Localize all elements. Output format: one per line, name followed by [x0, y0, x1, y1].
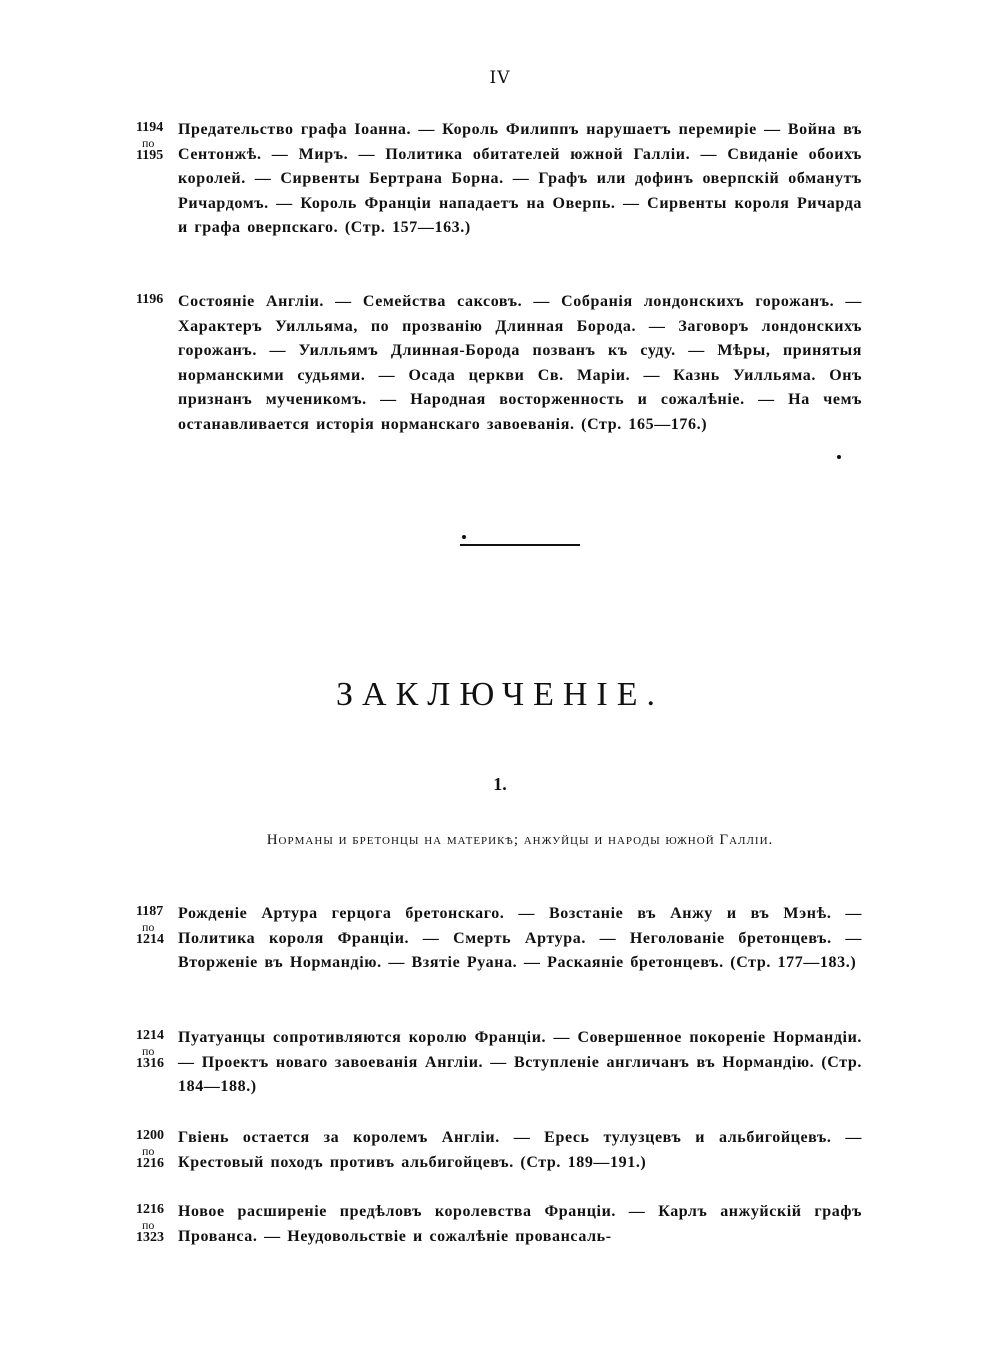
toc-entry	[134, 1026, 862, 1100]
entry-text: Рожденіе Артура герцога бретонскаго. — Возстаніе въ Анжу и въ Мэнѣ. — Политика короля Франціи. — Смерть Артура. — Неголованіе бретонцевъ. — Вторженіе въ Нормандію. — Взятіе Руана. — Раскаяніе бретонцевъ. (Стр. 177—183.)	[178, 905, 862, 971]
year-connector: по	[142, 1044, 155, 1058]
year-from: 1196	[136, 292, 164, 307]
toc-entry	[134, 902, 862, 976]
toc-entry	[134, 1126, 862, 1175]
ink-dot	[837, 455, 841, 459]
year-to: 1316	[136, 1056, 164, 1071]
section-number: 1.	[493, 774, 507, 794]
page-number: IV	[489, 68, 511, 88]
toc-entry	[134, 1200, 862, 1249]
entry-text: Гвіень остается за королемъ Англіи. — Ересь тулузцевъ и альбигойцевъ. — Крестовый походъ противъ альбигойцевъ. (Стр. 189—191.)	[178, 1129, 862, 1171]
year-connector: по	[142, 920, 155, 934]
section-subtitle: Норманы и бретонцы на материкѣ; анжуйцы и народы южной Галліи.	[266, 832, 774, 848]
entry-text: Пуатуанцы сопротивляются королю Франціи. — Совершенное покореніе Нормандіи. — Проектъ новаго завоеванія Англіи. — Вступленіе англичанъ въ Нормандію. (Стр. 184—188.)	[178, 1029, 862, 1095]
section-divider	[460, 544, 580, 546]
year-connector: по	[142, 1144, 155, 1158]
toc-entry	[134, 290, 862, 437]
year-to: 1195	[136, 148, 164, 163]
entry-text: Новое расширеніе предѣловъ королевства Франціи. — Карлъ анжуйскій графъ Прованса. — Неудовольствіе и сожалѣніе провансаль-	[178, 1203, 862, 1245]
year-from: 1214	[136, 1028, 164, 1043]
year-from: 1216	[136, 1202, 164, 1217]
chapter-heading: ЗАКЛЮЧЕНІЕ.	[336, 676, 664, 713]
year-from: 1187	[136, 904, 164, 919]
toc-entry	[134, 118, 862, 241]
year-to: 1323	[136, 1230, 164, 1245]
year-from: 1194	[136, 120, 164, 135]
year-to: 1216	[136, 1156, 164, 1171]
year-connector: по	[142, 136, 155, 150]
ink-dot	[462, 535, 466, 539]
entry-text: Предательство графа Іоанна. — Король Филиппъ нарушаетъ перемиріе — Война въ Сентонжѣ. — Миръ. — Политика обитателей южной Галліи. — Свиданіе обоихъ королей. — Сирвенты Бертрана Борна. — Графъ или дофинъ оверпскій обманутъ Ричардомъ. — Король Франціи нападаетъ на Оверпь. — Сирвенты короля Ричарда и графа оверпскаго. (Стр. 157—163.)	[178, 121, 862, 236]
entry-text: Состояніе Англіи. — Семейства саксовъ. — Собранія лондонскихъ горожанъ. — Характеръ Уилльяма, по прозванію Длинная Борода. — Заговоръ лондонскихъ горожанъ. — Уилльямъ Длинная-Борода позванъ къ суду. — Мѣры, принятыя норманскими судьями. — Осада церкви Св. Маріи. — Казнь Уилльяма. Онъ признанъ мученикомъ. — Народная восторженность и сожалѣніе. — На чемъ останавливается исторія норманскаго завоеванія. (Стр. 165—176.)	[178, 293, 862, 433]
year-from: 1200	[136, 1128, 164, 1143]
year-to: 1214	[136, 932, 164, 947]
year-connector: по	[142, 1218, 155, 1232]
